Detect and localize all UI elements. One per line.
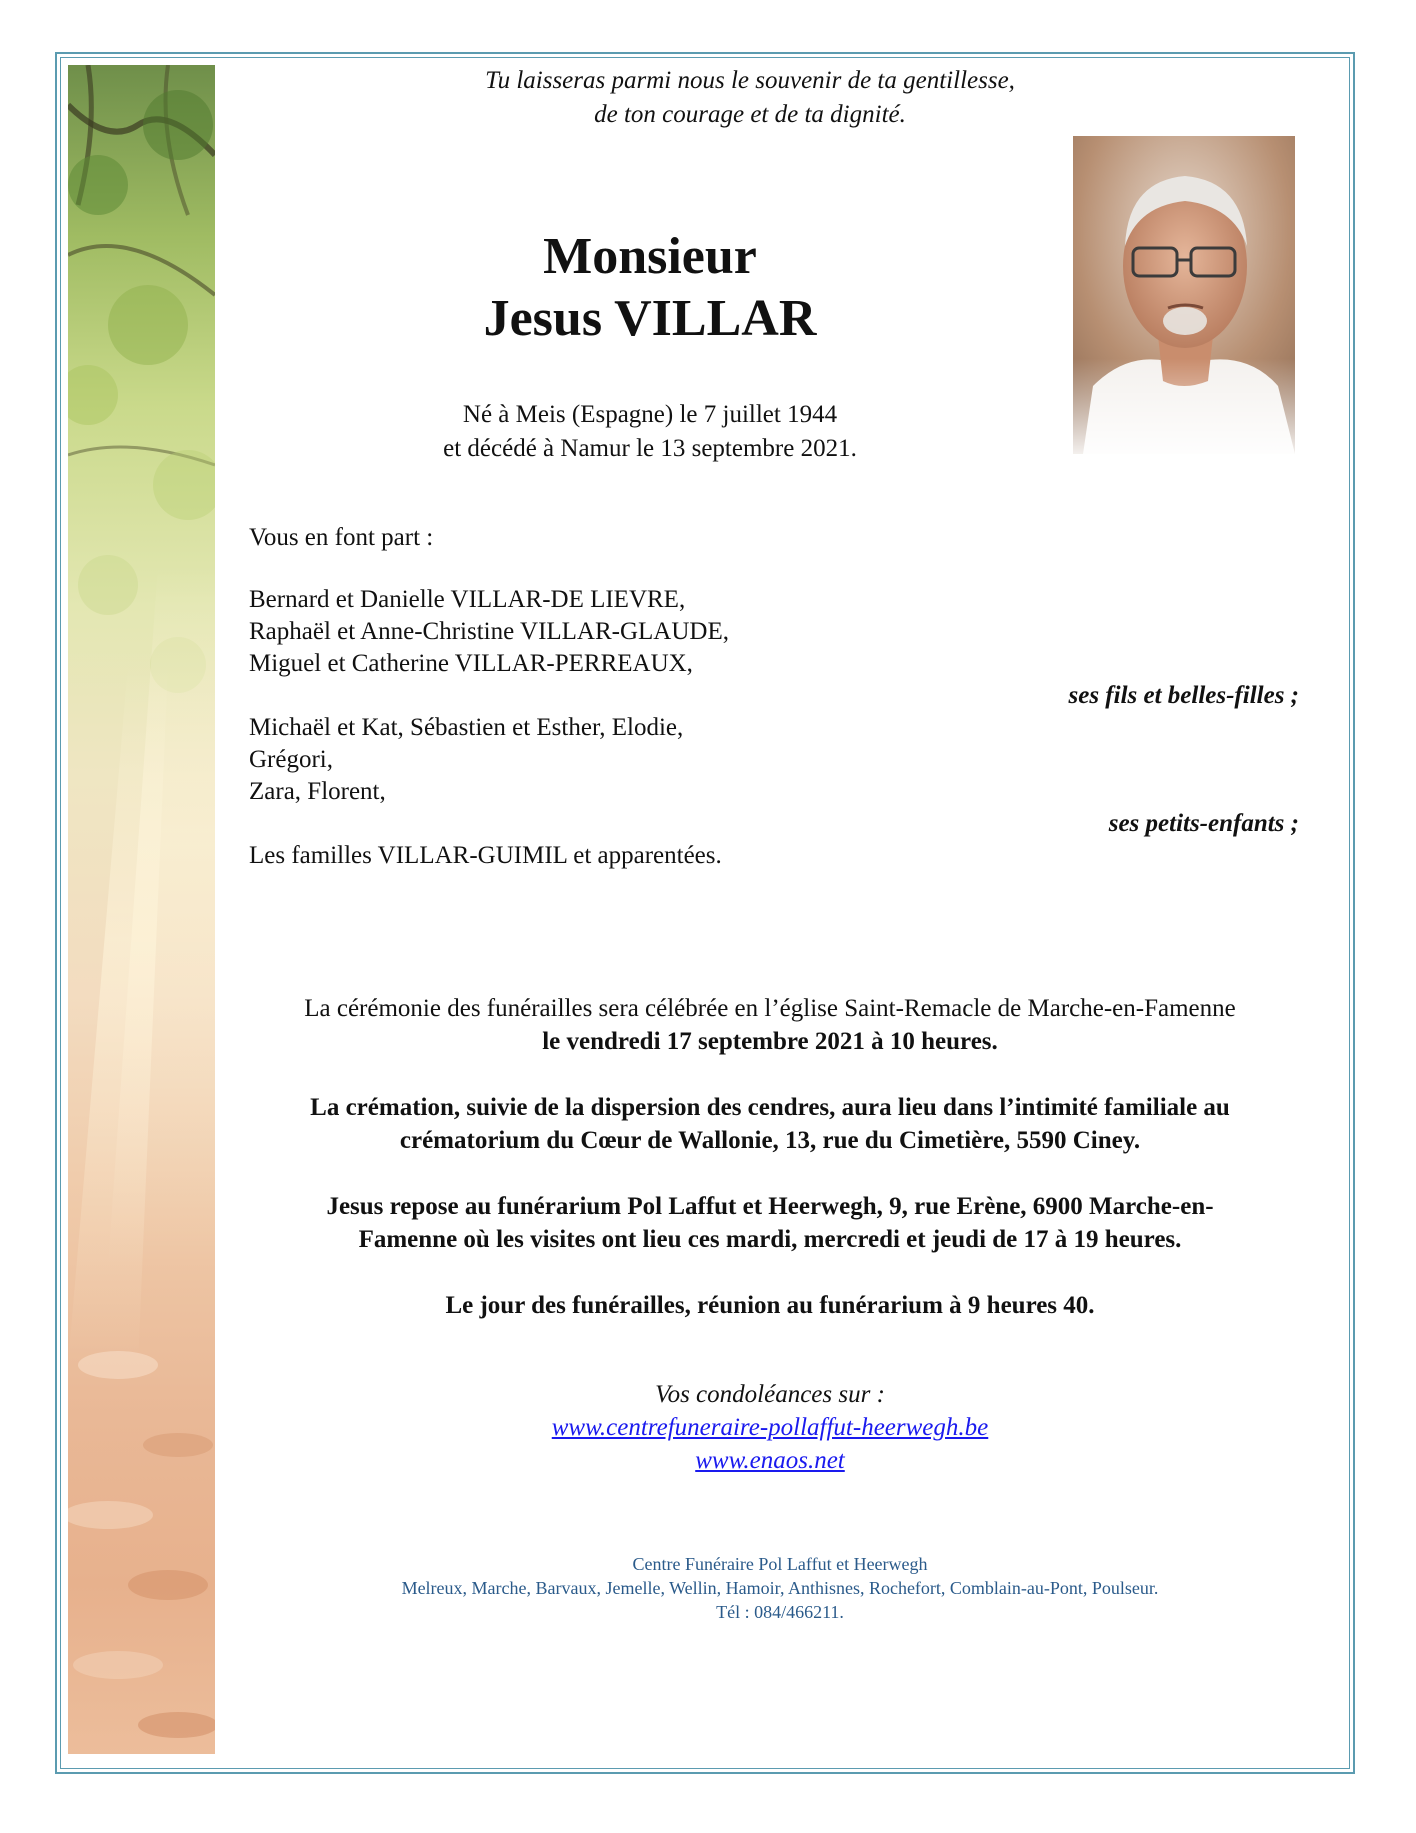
- condolences-block: [400, 1378, 1140, 1477]
- condolences-link-funeral-center[interactable]: www.centrefuneraire-pollaffut-heerwegh.be: [551, 1414, 989, 1441]
- condolences-link-enaos[interactable]: www.enaos.net: [695, 1447, 845, 1474]
- portrait-photo: [1073, 136, 1295, 454]
- cremation-line-1: La crémation, suivie de la dispersion des cendres, aura lieu dans l’intimité familiale au: [310, 1094, 1230, 1121]
- birth-death-dates: [350, 398, 950, 466]
- list-item: Grégori,: [249, 746, 333, 773]
- list-item: Zara, Florent,: [249, 778, 386, 805]
- company-name: Centre Funéraire Pol Laffut et Heerwegh: [632, 1554, 928, 1574]
- list-item: Miguel et Catherine VILLAR-PERREAUX,: [249, 650, 693, 677]
- deceased-title: Monsieur: [543, 228, 757, 285]
- funeral-home-footer: [300, 1552, 1260, 1624]
- grandchildren-list: [249, 712, 683, 808]
- death-line: et décédé à Namur le 13 septembre 2021.: [443, 435, 857, 462]
- ceremony-line: La cérémonie des funérailles sera célébrée en l’église Saint-Remacle de Marche-en-Famenne: [304, 995, 1236, 1022]
- extended-families: Les familles VILLAR-GUIMIL et apparentées.: [249, 842, 722, 869]
- ceremony-date: le vendredi 17 septembre 2021 à 10 heures.: [542, 1028, 998, 1055]
- birth-line: Né à Meis (Espagne) le 7 juillet 1944: [462, 401, 838, 428]
- condolences-label: Vos condoléances sur :: [655, 1381, 885, 1408]
- quote-line-1: Tu laisseras parmi nous le souvenir de ta gentillesse,: [485, 67, 1015, 94]
- rest-line-1: Jesus repose au funérarium Pol Laffut et Heerwegh, 9, rue Erène, 6900 Marche-en-: [326, 1193, 1214, 1220]
- grandchildren-label: ses petits-enfants ;: [1108, 810, 1299, 837]
- list-item: Bernard et Danielle VILLAR-DE LIEVRE,: [249, 586, 686, 613]
- cremation-line-2: crématorium du Cœur de Wallonie, 13, rue du Cimetière, 5590 Ciney.: [399, 1127, 1141, 1154]
- deceased-name: Jesus VILLAR: [483, 290, 817, 347]
- company-phone: Tél : 084/466211.: [716, 1602, 844, 1622]
- quote-line-2: de ton courage et de ta dignité.: [594, 101, 906, 128]
- company-locations: Melreux, Marche, Barvaux, Jemelle, Wellin, Hamoir, Anthisnes, Rochefort, Comblain-au-Pont, Poulseur.: [401, 1578, 1159, 1598]
- forest-path-image: [68, 65, 215, 1754]
- list-item: Raphaël et Anne-Christine VILLAR-GLAUDE,: [249, 618, 729, 645]
- family-intro: Vous en font part :: [249, 524, 434, 551]
- deceased-name-block: [350, 226, 950, 350]
- meeting-line: Le jour des funérailles, réunion au funérarium à 9 heures 40.: [445, 1292, 1095, 1319]
- ceremony-details: [240, 992, 1300, 1322]
- list-item: Michaël et Kat, Sébastien et Esther, Elodie,: [249, 714, 684, 741]
- children-list: [249, 584, 729, 680]
- rest-line-2: Famenne où les visites ont lieu ces mardi, mercredi et jeudi de 17 à 19 heures.: [358, 1226, 1182, 1253]
- memorial-quote: [360, 64, 1140, 132]
- children-label: ses fils et belles-filles ;: [1068, 682, 1299, 709]
